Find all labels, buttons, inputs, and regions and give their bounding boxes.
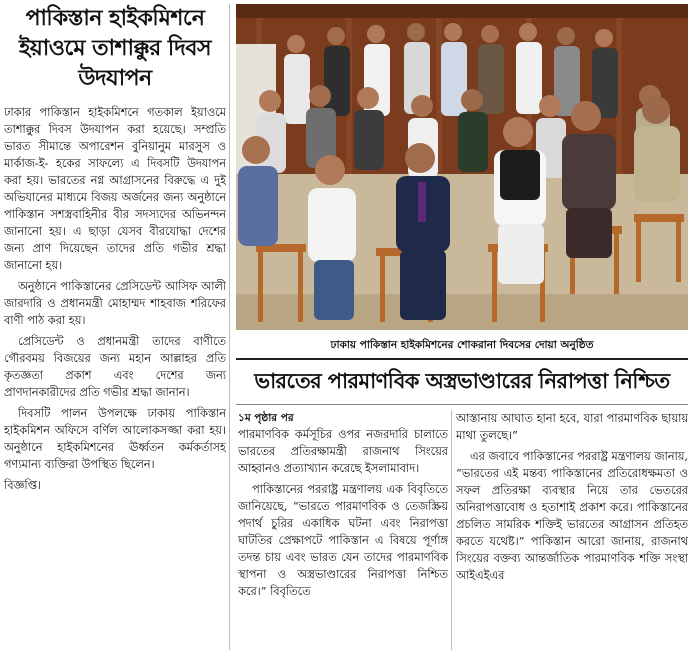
right-story-column-1 xyxy=(238,410,448,650)
prayer-gathering-photo xyxy=(236,4,688,330)
left-story-paragraph-1: ঢাকার পাকিস্তান হাইকমিশনে গতকাল ইয়াওমে তাশাক্কুর দিবস উদযাপন করা হয়েছে। সম্প্রতি ভারত সীমান্তে অপারেশন বুনিয়ানুম মারসুস ও মার্কাজ-ই- হকের সাফল্যে এ দিবসটি উদযাপন করা হয়। ভারতের নগ্ন আগ্রাসনের বিরুদ্ধে এ দুই অভিযানের মাধ্যমে বিজয় অর্জনের জন্য অনুষ্ঠানে পাকিস্তান সশস্ত্রবাহিনীর বীর সদস্যদের অভিনন্দন জানানো হয়। এ ছাড়া যেসব বীরযোদ্ধা দেশের জন্য প্রাণ দিয়েছেন তাদের প্রতি গভীর শ্রদ্ধা জানানো হয়। xyxy=(4,106,226,272)
left-story-headline: পাকিস্তান হাইকমিশনে ইয়াওমে তাশাক্কুর দিবস উদযাপন xyxy=(18,6,212,91)
inner-column-divider xyxy=(451,410,452,650)
headline-divider xyxy=(236,404,688,405)
right-story-column-2 xyxy=(456,410,688,650)
left-story-paragraph-3: প্রেসিডেন্ট ও প্রধানমন্ত্রী তাদের বাণীতে গৌরবময় বিজয়ের জন্য মহান আল্লাহর প্রতি কৃতজ্ঞতা প্রকাশ এবং দেশের জন্য প্রাণদানকারীদের প্রতি গভীর শ্রদ্ধা জানান। xyxy=(4,335,226,399)
right-story-headline: ভারতের পারমাণবিক অস্ত্রভাণ্ডারের নিরাপত্তা নিশ্চিত xyxy=(254,369,670,393)
left-story-paragraph-4: দিবসটি পালন উপলক্ষে ঢাকায় পাকিস্তান হাইকমিশন অফিসে বর্ণিল আলোকসজ্জা করা হয়। অনুষ্ঠানে হাইকমিশনের ঊর্ধ্বতন কর্মকর্তাসহ গণ্যমান্য ব্যক্তিরা উপস্থিত ছিলেন। xyxy=(4,407,226,471)
left-story-byline: বিজ্ঞপ্তি। xyxy=(4,479,41,492)
photo-caption: ঢাকায় পাকিস্তান হাইকমিশনের শোকরানা দিবসের দোয়া অনুষ্ঠিত xyxy=(330,339,594,351)
right-story-paragraph-3: আস্তানায় আঘাত হানা হবে, যারা পারমাণবিক ছায়ায় মাথা তুলছে।” xyxy=(456,412,688,442)
right-story-paragraph-1: পারমাণবিক কর্মসূচির ওপর নজরদারি চালাতে ভারতের প্রতিরক্ষামন্ত্রী রাজনাথ সিংয়ের আহ্বানও প্রত্যাখ্যান করেছে ইসলামাবাদ। xyxy=(238,428,448,475)
left-story-paragraph-2: অনুষ্ঠানে পাকিস্তানের প্রেসিডেন্ট আসিফ আলী জারদারি ও প্রধানমন্ত্রী মোহাম্মদ শাহবাজ শরিফের বাণী পাঠ করা হয়। xyxy=(4,280,226,327)
news-photo xyxy=(236,4,688,330)
column-divider xyxy=(229,4,230,650)
right-story-paragraph-2: পাকিস্তানের পররাষ্ট্র মন্ত্রণালয় এক বিবৃতিতে জানিয়েছে, “ভারতে পারমাণবিক ও তেজস্ক্রিয় পদার্থ চুরির একাধিক ঘটনা এবং নিরাপত্তা ঘাটতির প্রেক্ষাপটে পাকিস্তান এ বিষয়ে পূর্ণাঙ্গ তদন্ত চায় এবং ভারত যেন তাদের পারমাণবিক স্থাপনা ও অস্ত্রভাণ্ডারের নিরাপত্তা নিশ্চিত করে।” বিবৃতিতে xyxy=(238,483,448,598)
left-story-body xyxy=(4,104,226,494)
continued-from-label: ১ম পৃষ্ঠার পর xyxy=(238,412,294,424)
right-story-paragraph-4: এর জবাবে পাকিস্তানের পররাষ্ট্র মন্ত্রণালয় জানায়, “ভারতের এই মন্তব্য পাকিস্তানের প্রতিরোধক্ষমতা ও সফল প্রতিরক্ষা ব্যবস্থার নিয়ে তার ভেতরের অনিরাপত্তাবোধ ও হতাশাই প্রকাশ করে। পাকিস্তানের প্রচলিত সামরিক শক্তিই ভারতের আগ্রাসন প্রতিহত করতে যথেষ্ট।” পাকিস্তান আরো জানায়, রাজনাথ সিংয়ের বক্তব্য আন্তর্জাতিক পারমাণবিক শক্তি সংস্থা আইএইএর xyxy=(456,450,688,582)
left-story xyxy=(4,4,226,650)
caption-divider xyxy=(236,358,688,360)
